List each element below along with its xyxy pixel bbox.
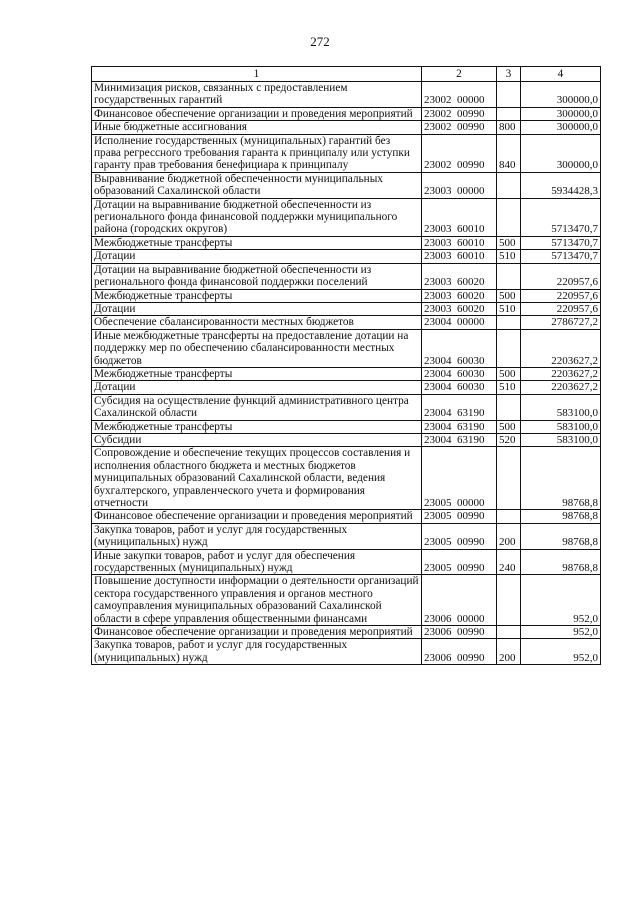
row-code: 23006 00990 <box>422 639 497 665</box>
row-code: 23004 00000 <box>422 316 497 329</box>
table-row <box>92 447 601 510</box>
row-name: Дотации <box>92 381 422 394</box>
table-row <box>92 198 601 236</box>
row-expense-type <box>497 575 521 626</box>
row-expense-type: 500 <box>497 367 521 380</box>
row-name: Финансовое обеспечение организации и проведения мероприятий <box>92 107 422 120</box>
row-code: 23002 00990 <box>422 121 497 134</box>
row-name: Минимизация рисков, связанных с предоставлением государственных гарантий <box>92 82 422 108</box>
table-row <box>92 433 601 446</box>
table-row <box>92 134 601 172</box>
row-expense-type <box>497 172 521 198</box>
row-name: Повышение доступности информации о деятельности организаций сектора государственного управления и органов местного самоуправления муниципальных образований Сахалинской области в сфере управления общественными финансами <box>92 575 422 626</box>
table-row <box>92 172 601 198</box>
row-code: 23003 60020 <box>422 263 497 289</box>
row-name: Иные межбюджетные трансферты на предоставление дотации на поддержку мер по обеспечению сбалансированности местных бюджетов <box>92 329 422 367</box>
table-row <box>92 107 601 120</box>
row-name: Выравнивание бюджетной обеспеченности муниципальных образований Сахалинской области <box>92 172 422 198</box>
row-sum: 583100,0 <box>521 433 601 446</box>
row-code: 23003 60020 <box>422 302 497 315</box>
row-code: 23002 00990 <box>422 134 497 172</box>
row-name: Закупка товаров, работ и услуг для государственных (муниципальных) нужд <box>92 523 422 549</box>
row-expense-type <box>497 626 521 639</box>
table-row <box>92 121 601 134</box>
row-expense-type <box>497 394 521 420</box>
row-sum: 98768,8 <box>521 549 601 575</box>
header-col-name: 1 <box>92 67 422 82</box>
row-code: 23004 63190 <box>422 420 497 433</box>
row-code: 23006 00990 <box>422 626 497 639</box>
row-sum: 5713470,7 <box>521 236 601 249</box>
row-expense-type: 510 <box>497 302 521 315</box>
row-sum: 98768,8 <box>521 447 601 510</box>
row-code: 23004 60030 <box>422 367 497 380</box>
table-row <box>92 316 601 329</box>
row-code: 23003 60010 <box>422 198 497 236</box>
row-name: Закупка товаров, работ и услуг для государственных (муниципальных) нужд <box>92 639 422 665</box>
row-expense-type <box>497 107 521 120</box>
row-expense-type <box>497 263 521 289</box>
table-row <box>92 289 601 302</box>
row-expense-type <box>497 198 521 236</box>
row-name: Дотации <box>92 302 422 315</box>
table-row <box>92 236 601 249</box>
row-name: Обеспечение сбалансированности местных бюджетов <box>92 316 422 329</box>
row-sum: 2203627,2 <box>521 367 601 380</box>
row-name: Субсидия на осуществление функций административного центра Сахалинской области <box>92 394 422 420</box>
row-expense-type <box>497 329 521 367</box>
table-row <box>92 510 601 523</box>
table-row <box>92 381 601 394</box>
table-row <box>92 250 601 263</box>
row-sum: 952,0 <box>521 575 601 626</box>
row-name: Межбюджетные трансферты <box>92 236 422 249</box>
row-sum: 220957,6 <box>521 289 601 302</box>
row-expense-type: 500 <box>497 420 521 433</box>
row-sum: 98768,8 <box>521 523 601 549</box>
row-name: Финансовое обеспечение организации и проведения мероприятий <box>92 626 422 639</box>
row-name: Сопровождение и обеспечение текущих процессов составления и исполнения областного бюджета и местных бюджетов муниципальных образований Сахалинской области, ведения бухгалтерского, управленческого учета и формирования отчетности <box>92 447 422 510</box>
row-expense-type <box>497 447 521 510</box>
row-sum: 300000,0 <box>521 107 601 120</box>
row-expense-type: 500 <box>497 289 521 302</box>
row-code: 23003 60010 <box>422 250 497 263</box>
row-expense-type: 240 <box>497 549 521 575</box>
row-code: 23004 63190 <box>422 394 497 420</box>
row-sum: 5934428,3 <box>521 172 601 198</box>
row-code: 23005 00990 <box>422 523 497 549</box>
row-expense-type <box>497 510 521 523</box>
table-row <box>92 302 601 315</box>
row-code: 23003 00000 <box>422 172 497 198</box>
row-name: Дотации на выравнивание бюджетной обеспеченности из регионального фонда финансовой поддержки поселений <box>92 263 422 289</box>
row-sum: 2203627,2 <box>521 329 601 367</box>
table-row <box>92 639 601 665</box>
table-row <box>92 523 601 549</box>
row-name: Межбюджетные трансферты <box>92 289 422 302</box>
row-sum: 5713470,7 <box>521 250 601 263</box>
row-expense-type: 500 <box>497 236 521 249</box>
table-row <box>92 329 601 367</box>
row-sum: 220957,6 <box>521 263 601 289</box>
row-code: 23003 60020 <box>422 289 497 302</box>
table-row <box>92 626 601 639</box>
row-sum: 952,0 <box>521 639 601 665</box>
row-sum: 98768,8 <box>521 510 601 523</box>
row-code: 23002 00990 <box>422 107 497 120</box>
row-name: Исполнение государственных (муниципальных) гарантий без права регрессного требования гаранта к принципалу или уступки гаранту прав требования бенефициара к принципалу <box>92 134 422 172</box>
row-name: Иные закупки товаров, работ и услуг для обеспечения государственных (муниципальных) нужд <box>92 549 422 575</box>
row-name: Межбюджетные трансферты <box>92 367 422 380</box>
row-code: 23006 00000 <box>422 575 497 626</box>
header-col-sum: 4 <box>521 67 601 82</box>
table-row <box>92 575 601 626</box>
page-number: 272 <box>310 34 330 49</box>
row-sum: 300000,0 <box>521 82 601 108</box>
row-expense-type: 510 <box>497 250 521 263</box>
table-row <box>92 367 601 380</box>
row-expense-type: 200 <box>497 639 521 665</box>
row-sum: 300000,0 <box>521 121 601 134</box>
row-code: 23005 00990 <box>422 510 497 523</box>
row-expense-type: 200 <box>497 523 521 549</box>
row-code: 23004 63190 <box>422 433 497 446</box>
row-name: Финансовое обеспечение организации и проведения мероприятий <box>92 510 422 523</box>
row-sum: 952,0 <box>521 626 601 639</box>
table-row <box>92 394 601 420</box>
row-expense-type: 520 <box>497 433 521 446</box>
table-row <box>92 263 601 289</box>
budget-table <box>91 66 601 665</box>
row-sum: 583100,0 <box>521 420 601 433</box>
row-name: Дотации <box>92 250 422 263</box>
table-row <box>92 549 601 575</box>
row-code: 23004 60030 <box>422 329 497 367</box>
row-name: Иные бюджетные ассигнования <box>92 121 422 134</box>
row-expense-type <box>497 82 521 108</box>
row-name: Субсидии <box>92 433 422 446</box>
row-sum: 2203627,2 <box>521 381 601 394</box>
row-code: 23005 00000 <box>422 447 497 510</box>
row-code: 23004 60030 <box>422 381 497 394</box>
table-row <box>92 420 601 433</box>
row-expense-type: 510 <box>497 381 521 394</box>
header-col-vr: 3 <box>497 67 521 82</box>
row-code: 23003 60010 <box>422 236 497 249</box>
row-name: Межбюджетные трансферты <box>92 420 422 433</box>
row-sum: 583100,0 <box>521 394 601 420</box>
table-row <box>92 82 601 108</box>
header-col-code: 2 <box>422 67 497 82</box>
row-sum: 220957,6 <box>521 302 601 315</box>
row-code: 23005 00990 <box>422 549 497 575</box>
row-code: 23002 00000 <box>422 82 497 108</box>
row-sum: 2786727,2 <box>521 316 601 329</box>
row-expense-type <box>497 316 521 329</box>
row-sum: 300000,0 <box>521 134 601 172</box>
table-header-row <box>92 67 601 82</box>
row-name: Дотации на выравнивание бюджетной обеспеченности из регионального фонда финансовой поддержки муниципального района (городских округов) <box>92 198 422 236</box>
row-sum: 5713470,7 <box>521 198 601 236</box>
row-expense-type: 840 <box>497 134 521 172</box>
row-expense-type: 800 <box>497 121 521 134</box>
